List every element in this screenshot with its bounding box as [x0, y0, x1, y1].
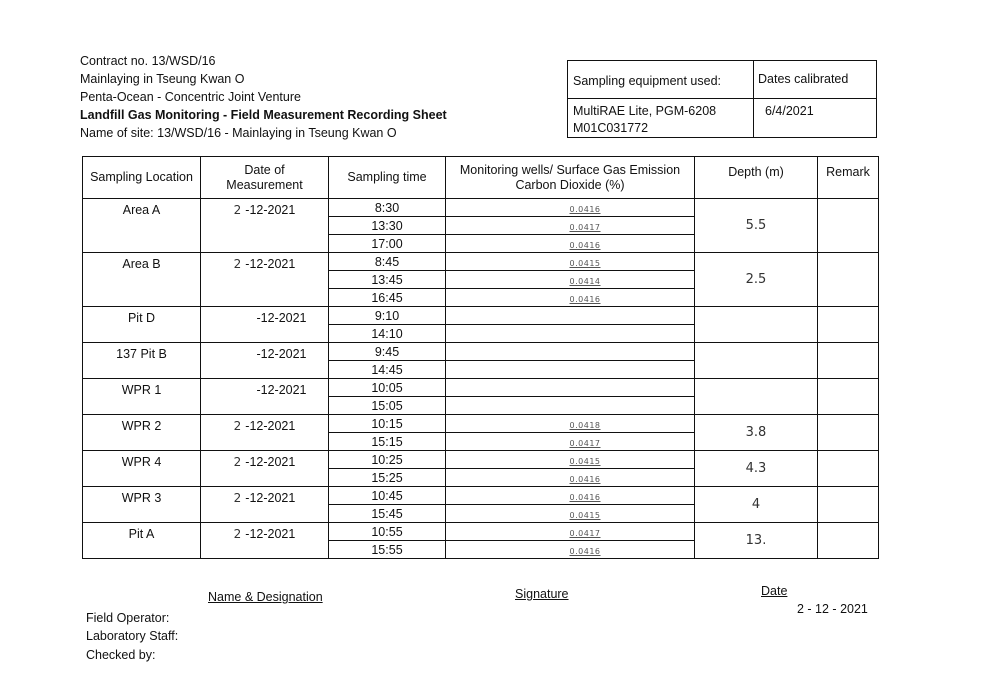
- handwritten-day: 2: [233, 527, 242, 541]
- co2-reading: [446, 487, 695, 505]
- remark-cell: [818, 523, 879, 559]
- col-header-location: Sampling Location: [83, 157, 201, 199]
- table-row: [83, 451, 879, 469]
- remark-cell: [818, 487, 879, 523]
- depth-value: 2.5: [695, 253, 818, 307]
- footer-date: 2 - 12 - 2021: [797, 602, 868, 616]
- equipment-label: Sampling equipment used:: [573, 74, 722, 88]
- co2-reading: [446, 469, 695, 487]
- sampling-location: Area A: [83, 199, 201, 253]
- document-header: [80, 52, 447, 142]
- co2-reading: [446, 451, 695, 469]
- handwritten-day: 2: [233, 491, 242, 505]
- handwritten-day: 2: [233, 257, 242, 271]
- table-row: [83, 343, 879, 361]
- name-designation-label: Name & Designation: [208, 590, 323, 604]
- table-row: [83, 253, 879, 271]
- date-suffix: -12-2021: [256, 347, 307, 361]
- co2-reading: [446, 271, 695, 289]
- contract-number: Contract no. 13/WSD/16: [80, 54, 216, 68]
- table-row: [83, 199, 879, 217]
- sampling-location: WPR 1: [83, 379, 201, 415]
- table-row: [83, 307, 879, 325]
- co2-value: 0.0416: [569, 474, 601, 484]
- depth-value: [695, 343, 818, 379]
- date-suffix: -12-2021: [245, 203, 296, 217]
- co2-reading: [446, 199, 695, 217]
- sampling-time: 13:30: [329, 217, 446, 235]
- co2-reading: [446, 541, 695, 559]
- measurement-date: [201, 379, 329, 415]
- measurement-table: [82, 156, 879, 559]
- co2-reading: [446, 289, 695, 307]
- depth-value: [695, 379, 818, 415]
- co2-reading: [446, 325, 695, 343]
- co2-value: 0.0414: [569, 276, 601, 286]
- signature-label: Signature: [515, 587, 569, 601]
- co2-reading: [446, 397, 695, 415]
- co2-value: 0.0416: [569, 240, 601, 250]
- equipment-model: MultiRAE Lite, PGM-6208: [573, 104, 717, 118]
- field-operator-label: Field Operator:: [86, 611, 170, 625]
- sampling-time: 10:55: [329, 523, 446, 541]
- sampling-time: 9:45: [329, 343, 446, 361]
- equipment-box: [567, 60, 877, 138]
- measurement-date: [201, 523, 329, 559]
- date-suffix: -12-2021: [256, 311, 307, 325]
- measurement-date: [201, 199, 329, 253]
- sampling-time: 15:25: [329, 469, 446, 487]
- contractor-name: Penta-Ocean - Concentric Joint Venture: [80, 90, 301, 104]
- measurement-date: [201, 343, 329, 379]
- date-suffix: -12-2021: [245, 455, 296, 469]
- site-name: Name of site: 13/WSD/16 - Mainlaying in Tseung Kwan O: [80, 126, 397, 140]
- sampling-location: Pit D: [83, 307, 201, 343]
- date-suffix: -12-2021: [245, 419, 296, 433]
- depth-value: [695, 307, 818, 343]
- calibration-date: 6/4/2021: [765, 104, 814, 118]
- co2-reading: [446, 523, 695, 541]
- co2-value: 0.0416: [569, 546, 601, 556]
- remark-cell: [818, 307, 879, 343]
- sampling-time: 14:10: [329, 325, 446, 343]
- remark-cell: [818, 415, 879, 451]
- dates-calibrated-label: Dates calibrated: [758, 72, 849, 86]
- date-suffix: -12-2021: [256, 383, 307, 397]
- co2-reading: [446, 235, 695, 253]
- sampling-location: WPR 3: [83, 487, 201, 523]
- sampling-time: 15:55: [329, 541, 446, 559]
- measurement-date: [201, 253, 329, 307]
- co2-value: 0.0415: [569, 456, 601, 466]
- sampling-time: 10:25: [329, 451, 446, 469]
- measurement-date: [201, 307, 329, 343]
- sampling-time: 9:10: [329, 307, 446, 325]
- co2-value: 0.0416: [569, 294, 601, 304]
- co2-value: 0.0418: [569, 420, 601, 430]
- sampling-time: 15:45: [329, 505, 446, 523]
- date-suffix: -12-2021: [245, 527, 296, 541]
- co2-value: 0.0416: [569, 204, 601, 214]
- measurement-date: [201, 487, 329, 523]
- co2-value: 0.0415: [569, 510, 601, 520]
- depth-value: 3.8: [695, 415, 818, 451]
- co2-reading: [446, 343, 695, 361]
- checked-by-label: Checked by:: [86, 648, 156, 662]
- col-header-remark: Remark: [818, 157, 879, 199]
- sampling-time: 10:45: [329, 487, 446, 505]
- co2-reading: [446, 217, 695, 235]
- sampling-location: Pit A: [83, 523, 201, 559]
- sampling-time: 16:45: [329, 289, 446, 307]
- co2-reading: [446, 415, 695, 433]
- co2-reading: [446, 433, 695, 451]
- co2-value: 0.0417: [569, 438, 601, 448]
- co2-reading: [446, 505, 695, 523]
- co2-value: 0.0416: [569, 492, 601, 502]
- table-row: [83, 523, 879, 541]
- sampling-time: 15:15: [329, 433, 446, 451]
- co2-value: 0.0417: [569, 222, 601, 232]
- sampling-time: 10:05: [329, 379, 446, 397]
- sampling-time: 8:30: [329, 199, 446, 217]
- sampling-location: WPR 2: [83, 415, 201, 451]
- date-suffix: -12-2021: [245, 257, 296, 271]
- sheet-title: Landfill Gas Monitoring - Field Measurement Recording Sheet: [80, 108, 447, 122]
- sampling-time: 15:05: [329, 397, 446, 415]
- date-label: Date: [761, 584, 788, 598]
- sampling-time: 10:15: [329, 415, 446, 433]
- table-row: [83, 487, 879, 505]
- lab-staff-label: Laboratory Staff:: [86, 629, 179, 643]
- handwritten-day: 2: [233, 455, 242, 469]
- col-header-time: Sampling time: [329, 157, 446, 199]
- depth-value: 5.5: [695, 199, 818, 253]
- table-row: [83, 415, 879, 433]
- equipment-serial: M01C031772: [573, 121, 649, 135]
- handwritten-day: 2: [233, 203, 242, 217]
- co2-reading: [446, 253, 695, 271]
- remark-cell: [818, 451, 879, 487]
- col-header-depth: Depth (m): [695, 157, 818, 199]
- sampling-location: WPR 4: [83, 451, 201, 487]
- remark-cell: [818, 199, 879, 253]
- project-name: Mainlaying in Tseung Kwan O: [80, 72, 245, 86]
- depth-value: 4.3: [695, 451, 818, 487]
- col-header-monitoring: Monitoring wells/ Surface Gas Emission Carbon Dioxide (%): [446, 157, 695, 199]
- date-suffix: -12-2021: [245, 491, 296, 505]
- co2-value: 0.0417: [569, 528, 601, 538]
- measurement-date: [201, 415, 329, 451]
- table-row: [83, 379, 879, 397]
- sampling-location: Area B: [83, 253, 201, 307]
- co2-value: 0.0415: [569, 258, 601, 268]
- co2-reading: [446, 379, 695, 397]
- measurement-date: [201, 451, 329, 487]
- sampling-time: 13:45: [329, 271, 446, 289]
- sampling-time: 8:45: [329, 253, 446, 271]
- sampling-time: 17:00: [329, 235, 446, 253]
- depth-value: 13.: [695, 523, 818, 559]
- depth-value: 4: [695, 487, 818, 523]
- sampling-location: 137 Pit B: [83, 343, 201, 379]
- sampling-time: 14:45: [329, 361, 446, 379]
- remark-cell: [818, 343, 879, 379]
- col-header-date: Date of Measurement: [201, 157, 329, 199]
- co2-reading: [446, 361, 695, 379]
- handwritten-day: 2: [233, 419, 242, 433]
- remark-cell: [818, 379, 879, 415]
- remark-cell: [818, 253, 879, 307]
- co2-reading: [446, 307, 695, 325]
